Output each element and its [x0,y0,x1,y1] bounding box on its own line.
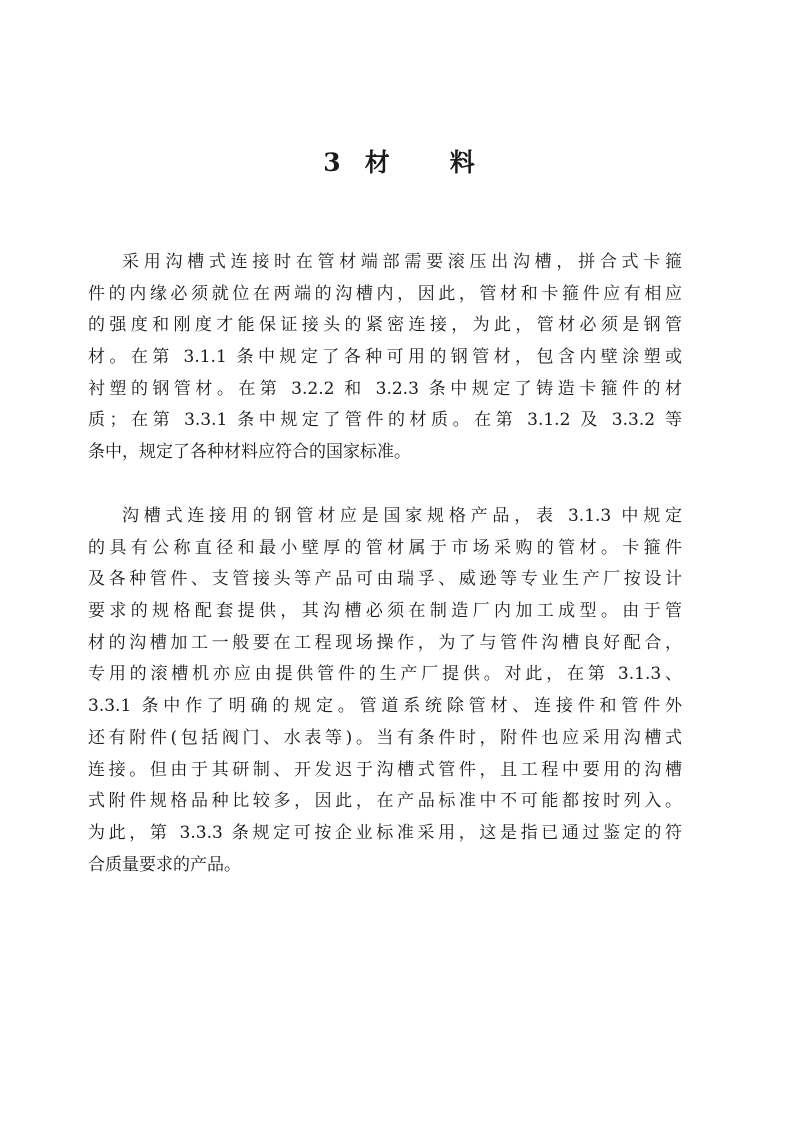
text-line: 材的沟槽加工一般要在工程现场操作，为了与管件沟槽良好配合， [88,632,682,653]
section-heading [0,143,800,179]
text-line: 还有附件(包括阀门、水表等)。当有条件时，附件也应采用沟槽式 [88,727,682,748]
text-line: 沟槽式连接用的钢管材应是国家规格产品，表 3.1.3 中规定 [122,506,682,526]
text-line: 质；在第 3.3.1 条中规定了管件的材质。在第 3.1.2 及 3.3.2 等 [88,410,682,431]
text-line: 采用沟槽式连接时在管材端部需要滚压出沟槽，拼合式卡箍 [122,252,682,272]
text-line: 件的内缘必须就位在两端的沟槽内，因此，管材和卡箍件应有相应 [88,283,682,304]
text-line: 专用的滚槽机亦应由提供管件的生产厂提供。对此，在第 3.1.3、 [88,664,682,685]
text-line: 材。在第 3.1.1 条中规定了各种可用的钢管材，包含内壁涂塑或 [88,347,682,368]
section-number: 3 [323,148,343,177]
heading-word-1: 材 [364,148,392,177]
text-line: 的强度和刚度才能保证接头的紧密连接，为此，管材必须是钢管 [88,315,682,336]
paragraph-1 [88,247,682,469]
paragraph-2 [88,501,682,881]
text-line: 条中，规定了各种材料应符合的国家标准。 [88,442,411,463]
text-line: 连接。但由于其研制、开发迟于沟槽式管件，且工程中要用的沟槽 [88,759,682,780]
text-line: 要求的规格配套提供，其沟槽必须在制造厂内加工成型。由于管 [88,601,682,622]
text-line: 的具有公称直径和最小壁厚的管材属于市场采购的管材。卡箍件 [88,537,682,558]
text-line: 及各种管件、支管接头等产品可由瑞孚、威逊等专业生产厂按设计 [88,569,682,590]
text-line: 式附件规格品种比较多，因此，在产品标准中不可能都按时列入。 [88,791,682,812]
heading-word-2: 料 [449,148,477,177]
text-line: 合质量要求的产品。 [88,854,241,875]
text-line: 衬塑的钢管材。在第 3.2.2 和 3.2.3 条中规定了铸造卡箍件的材 [88,378,682,399]
text-line: 3.3.1 条中作了明确的规定。管道系统除管材、连接件和管件外 [88,696,682,717]
text-line: 为此，第 3.3.3 条规定可按企业标准采用，这是指已通过鉴定的符 [88,822,682,843]
